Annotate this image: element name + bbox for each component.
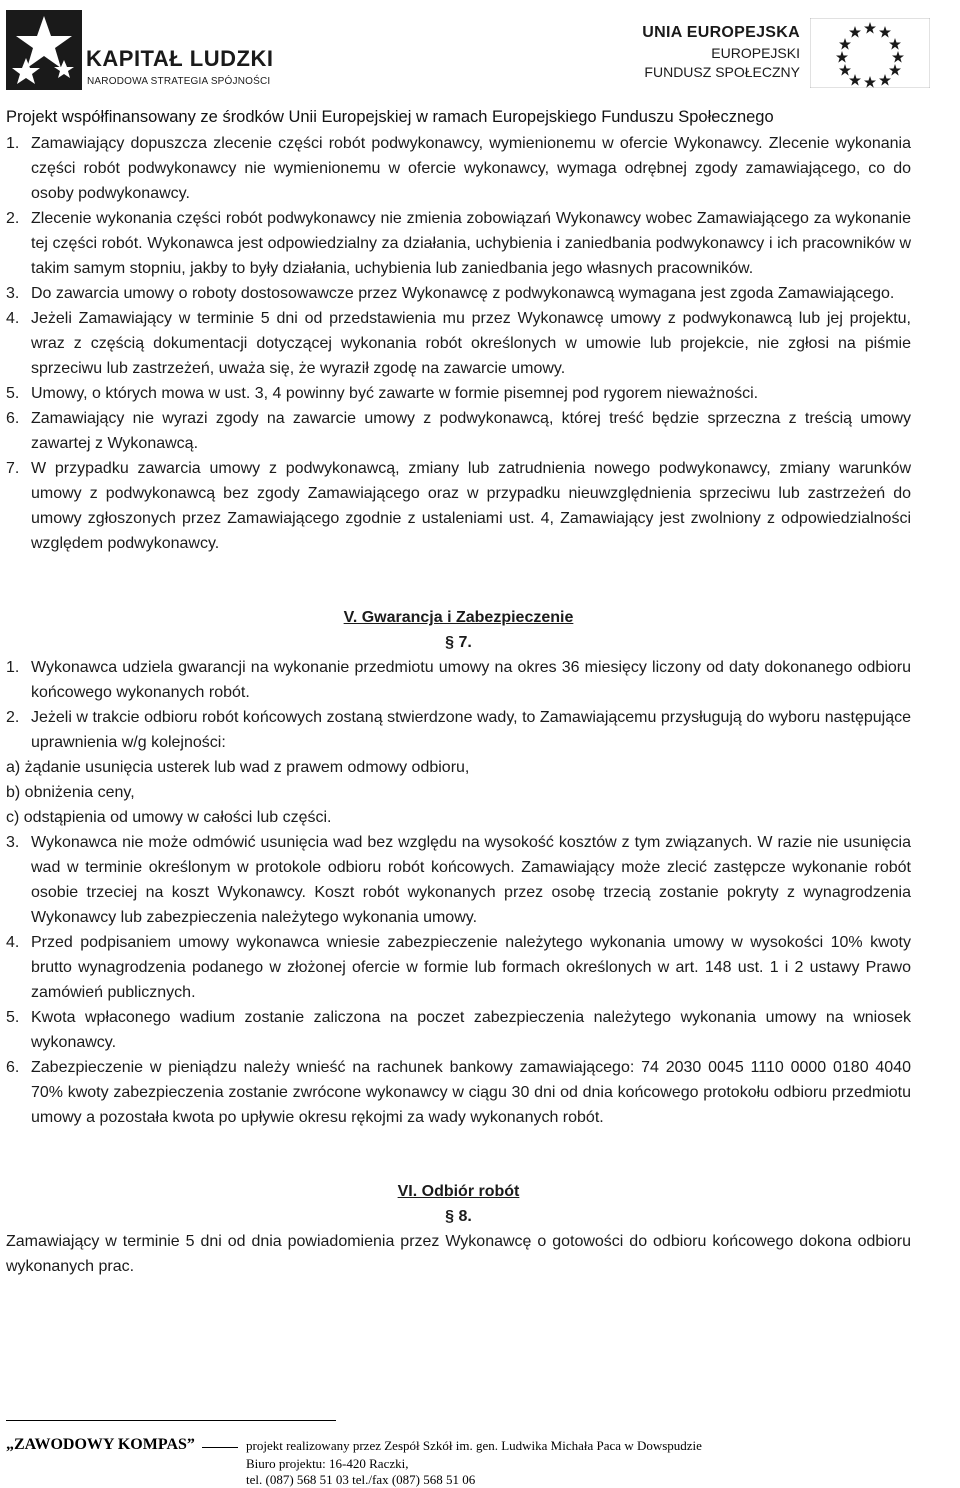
item-number: 3. <box>6 285 20 302</box>
kapital-ludzki-title: KAPITAŁ LUDZKI <box>86 46 274 71</box>
item-number: 2. <box>6 210 20 227</box>
item-text: Do zawarcia umowy o roboty dostosowawcze przez Wykonawcę z podwykonawcą wymagana jest zgoda Zamawiającego. <box>31 285 895 302</box>
item-text: Wykonawca nie może odmówić usunięcia wad bez względu na wysokość kosztów z tym związanych. W razie nie usunięcia wad w terminie określonym w protokole odbioru robót końcowych. Zamawiający może zlecić zastępcze wykonanie robót osobie trzeciej na koszt Wykonawcy. Koszt robót wykonanych przez osobę trzecią zostanie pokryty z wynagrodzenia Wykonawcy lub zabezpieczenia należytego wykonania umowy. <box>31 834 911 926</box>
item-number: 4. <box>6 934 20 951</box>
project-funding-line: Projekt współfinansowany ze środków Unii Europejskiej w ramach Europejskiego Funduszu Społecznego <box>6 108 774 126</box>
sub-item: a) żądanie usunięcia usterek lub wad z prawem odmowy odbioru, <box>6 759 470 776</box>
sub-item: b) obniżenia ceny, <box>6 784 135 801</box>
item-text: Zamawiający dopuszcza zlecenie części robót podwykonawcy, wymienionemu w ofercie Wykonawcy. Zlecenie wykonania części robót podwykonawcy nie wymienionemu w ofercie wykonawcy, wymaga odrębnej zgody zamawiającego, co do osoby podwykonawcy. <box>31 135 911 202</box>
paragraph-mark: § 7. <box>445 634 472 651</box>
footer-phone: tel. (087) 568 51 03 tel./fax (087) 568 51 06 <box>246 1472 476 1487</box>
section-title-gwarancja: V. Gwarancja i Zabezpieczenie <box>343 609 574 626</box>
item-number: 1. <box>6 659 20 676</box>
list-item <box>6 930 911 1005</box>
list-item <box>6 1055 911 1130</box>
kapital-ludzki-logo <box>6 10 296 90</box>
document-body <box>6 131 911 1279</box>
item-number: 6. <box>6 410 20 427</box>
item-text: Zlecenie wykonania części robót podwykonawcy nie zmienia zobowiązań Wykonawcy wobec Zamawiającego za wykonanie tej części robót. Wykonawca jest odpowiedzialny za działania, uchybienia i zaniedbania podwykonawcy i ich pracowników w takim samym stopniu, jakby to były działania, uchybienia lub zaniedbania jego własnych pracowników. <box>31 210 911 277</box>
list-item <box>6 281 911 306</box>
footer-brand: „ZAWODOWY KOMPAS” <box>6 1436 195 1453</box>
unia-europejska-logo <box>642 18 930 88</box>
list-item <box>6 456 911 556</box>
list-item <box>6 206 911 281</box>
list-item <box>6 131 911 206</box>
list-item <box>6 381 911 406</box>
item-number: 5. <box>6 1009 20 1026</box>
ue-line3: FUNDUSZ SPOŁECZNY <box>644 64 800 80</box>
footer-description: projekt realizowany przez Zespół Szkół im. gen. Ludwika Michała Paca w Dowspudzie <box>246 1438 702 1453</box>
item-text: Jeżeli Zamawiający w terminie 5 dni od przedstawienia mu przez Wykonawcę umowy z podwykonawcą lub jej projektu, wraz z częścią dokumentacji dotyczącej wykonania robót określonych w umowie lub projekcie, nie zgłosi na piśmie sprzeciwu lub zastrzeżeń, uważa się, że wyraził zgodę na zawarcie umowy. <box>31 310 911 377</box>
list-item <box>6 705 911 755</box>
item-text: Umowy, o których mowa w ust. 3, 4 powinny być zawarte w formie pisemnej pod rygorem nieważności. <box>31 385 759 402</box>
eu-flag-icon <box>810 18 930 88</box>
page-footer <box>0 1414 960 1488</box>
footer-divider <box>6 1420 336 1421</box>
item-number: 7. <box>6 460 20 477</box>
item-number: 2. <box>6 709 20 726</box>
page-header <box>0 0 960 108</box>
kapital-ludzki-subtitle: NARODOWA STRATEGIA SPÓJNOŚCI <box>87 76 271 87</box>
list-item <box>6 306 911 381</box>
item-text: Przed podpisaniem umowy wykonawca wniesie zabezpieczenie należytego wykonania umowy w wysokości 10% kwoty brutto wynagrodzenia podanego w złożonej ofercie w formie lub formach określonych w art. 148 ust. 1 i 2 ustawy Prawo zamówień publicznych. <box>31 934 911 1001</box>
item-text: Jeżeli w trakcie odbioru robót końcowych zostaną stwierdzone wady, to Zamawiającemu przysługują do wyboru następujące uprawnienia w/g kolejności: <box>31 709 911 751</box>
item-number: 3. <box>6 834 20 851</box>
list-item <box>6 406 911 456</box>
item-number: 5. <box>6 385 20 402</box>
footer-dash <box>202 1447 238 1448</box>
list-item <box>6 1005 911 1055</box>
item-text: Zabezpieczenie w pieniądzu należy wnieść na rachunek bankowy zamawiającego: 74 2030 0045 1110 0000 0180 4040 70% kwoty zabezpieczenia zostanie zwrócone wykonawcy w ciągu 30 dni od dnia końcowego protokołu odbioru przedmiotu umowy a pozostała kwota po upływie okresu rękojmi za wady wykonanych robót. <box>31 1059 911 1126</box>
paragraph-mark: § 8. <box>445 1208 472 1225</box>
ue-line2: EUROPEJSKI <box>711 45 800 61</box>
kapital-ludzki-emblem-icon <box>6 10 82 90</box>
item-text: Wykonawca udziela gwarancji na wykonanie przedmiotu umowy na okres 36 miesięcy liczony od daty dokonanego odbioru końcowego wykonanych robót. <box>31 659 911 701</box>
item-text: Zamawiający nie wyrazi zgody na zawarcie umowy z podwykonawcą, której treść będzie sprzeczna z treścią umowy zawartej z Wykonawcą. <box>31 410 911 452</box>
item-text: Kwota wpłaconego wadium zostanie zaliczona na poczet zabezpieczenia należytego wykonania umowy na wniosek wykonawcy. <box>31 1009 911 1051</box>
ue-title: UNIA EUROPEJSKA <box>642 24 800 41</box>
footer-address: Biuro projektu: 16-420 Raczki, <box>246 1456 409 1471</box>
item-text: W przypadku zawarcia umowy z podwykonawcą, zmiany lub zatrudnienia nowego podwykonawcy, zmiany warunków umowy z podwykonawcą bez zgody Zamawiającego oraz w przypadku nieuwzględnienia sprzeciwu lub zastrzeżeń do umowy zgłoszonych przez Zamawiającego zgodnie z ustaleniami ust. 4, Zamawiający jest zwolniony z odpowiedzialności względem podwykonawcy. <box>31 460 911 552</box>
item-number: 6. <box>6 1059 20 1076</box>
section-title-odbior: VI. Odbiór robót <box>397 1183 520 1200</box>
item-number: 1. <box>6 135 20 152</box>
list-item <box>6 830 911 930</box>
sub-item: c) odstąpienia od umowy w całości lub części. <box>6 809 332 826</box>
item-number: 4. <box>6 310 20 327</box>
section-vi-text: Zamawiający w terminie 5 dni od dnia powiadomienia przez Wykonawcę o gotowości do odbioru końcowego dokona odbioru wykonanych prac. <box>6 1233 911 1275</box>
list-item <box>6 655 911 705</box>
